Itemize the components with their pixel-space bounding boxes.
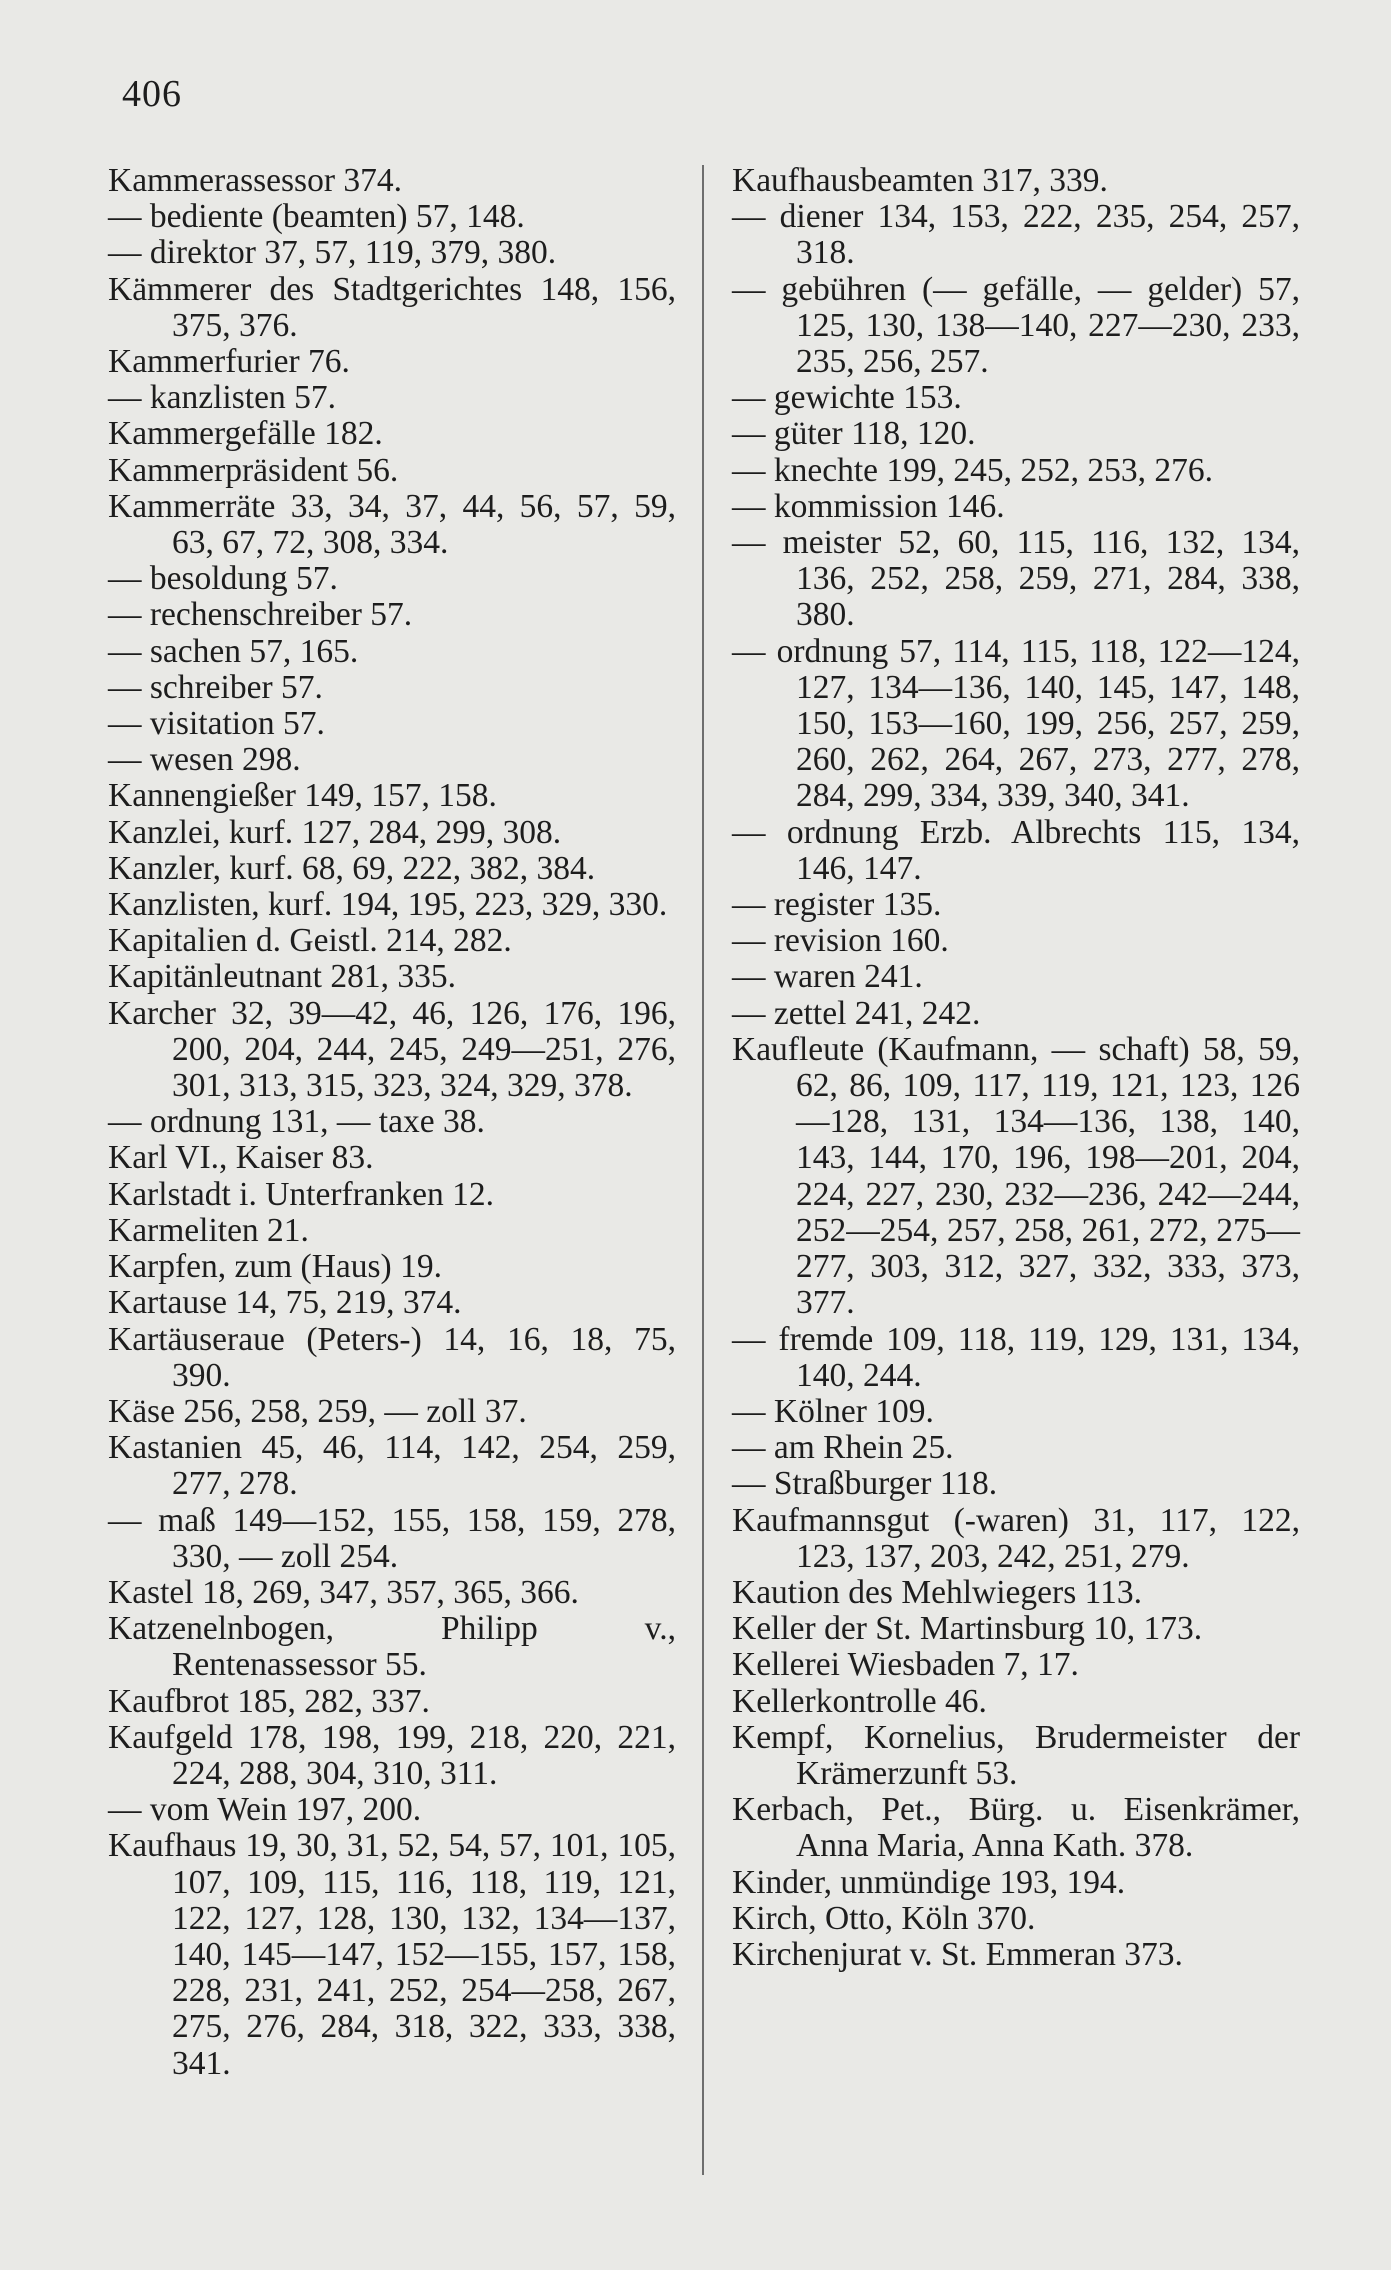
index-entry: Katzenelnbogen, Philipp v., Rentenassessor 55.: [108, 1610, 676, 1684]
index-entry: — maß 149—152, 155, 158, 159, 278, 330, — zoll 254.: [108, 1501, 676, 1575]
index-entry: Kaution des Mehlwiegers 113.: [732, 1573, 1142, 1611]
index-entry: — kommission 146.: [732, 487, 1005, 525]
index-entry: Kammerfurier 76.: [108, 343, 350, 381]
index-entry: — sachen 57, 165.: [108, 632, 359, 670]
index-column-right: [732, 163, 1300, 1973]
index-entry: Kammerassessor 374.: [108, 162, 402, 199]
index-entry: — register 135.: [732, 886, 942, 924]
index-entry: Karcher 32, 39—42, 46, 126, 176, 196, 200, 204, 244, 245, 249—251, 276, 301, 313, 315, 323, 324, 329, 378.: [108, 994, 676, 1105]
index-entry: Keller der St. Martinsburg 10, 173.: [732, 1610, 1203, 1648]
index-entry: Kartäuseraue (Peters-) 14, 16, 18, 75, 390.: [108, 1320, 676, 1394]
index-entry: — direktor 37, 57, 119, 379, 380.: [108, 234, 557, 272]
index-entry: Kellerkontrolle 46.: [732, 1682, 987, 1720]
index-entry: — Kölner 109.: [732, 1392, 934, 1430]
index-entry: Kaufhaus 19, 30, 31, 52, 54, 57, 101, 105, 107, 109, 115, 116, 118, 119, 121, 122, 127, 128, 130, 132, 134—137, 140, 145—147, 152—155, 157, 158, 228, 231, 241, 252, 254—258, 267, 275, 276, 284, 318, 322, 333, 338, 341.: [108, 1827, 676, 2082]
index-entry: Kämmerer des Stadtgerichtes 148, 156, 375, 376.: [108, 270, 676, 344]
index-entry: Kapitalien d. Geistl. 214, 282.: [108, 922, 512, 960]
index-entry: — bediente (beamten) 57, 148.: [108, 198, 525, 236]
index-entry: Kerbach, Pet., Bürg. u. Eisenkrämer, Anna Maria, Anna Kath. 378.: [732, 1791, 1300, 1865]
index-entry: — diener 134, 153, 222, 235, 254, 257, 318.: [732, 198, 1300, 272]
index-entry: Karpfen, zum (Haus) 19.: [108, 1248, 442, 1286]
index-entry: Kaufhausbeamten 317, 339.: [732, 162, 1108, 199]
index-entry: — vom Wein 197, 200.: [108, 1791, 422, 1829]
index-entry: Kaufleute (Kaufmann, — schaft) 58, 59, 62, 86, 109, 117, 119, 121, 123, 126—128, 131, 134—136, 138, 140, 143, 144, 170, 196, 198—201, 204, 224, 227, 230, 232—236, 242—244, 252—254, 257, 258, 261, 272, 275—277, 303, 312, 327, 332, 333, 373, 377.: [732, 1030, 1300, 1322]
index-entry: Kastanien 45, 46, 114, 142, 254, 259, 277, 278.: [108, 1429, 676, 1503]
index-entry: — schreiber 57.: [108, 668, 323, 706]
index-entry: Käse 256, 258, 259, — zoll 37.: [108, 1392, 527, 1430]
index-entry: — revision 160.: [732, 922, 949, 960]
index-entry: Kirch, Otto, Köln 370.: [732, 1899, 1036, 1937]
index-entry: — kanzlisten 57.: [108, 379, 336, 417]
index-entry: — Straßburger 118.: [732, 1465, 998, 1503]
index-entry: Kammergefälle 182.: [108, 415, 383, 453]
index-entry: Karlstadt i. Unterfranken 12.: [108, 1175, 495, 1213]
index-entry: — besoldung 57.: [108, 560, 338, 598]
index-entry: — wesen 298.: [108, 741, 301, 779]
index-entry: Kanzlei, kurf. 127, 284, 299, 308.: [108, 813, 562, 851]
index-column-left: [108, 163, 676, 2082]
index-entry: — ordnung 131, — taxe 38.: [108, 1103, 485, 1141]
index-entry: — visitation 57.: [108, 705, 325, 743]
index-entry: Kastel 18, 269, 347, 357, 365, 366.: [108, 1573, 579, 1611]
index-entry: Karmeliten 21.: [108, 1211, 309, 1249]
index-entry: Kaufgeld 178, 198, 199, 218, 220, 221, 224, 288, 304, 310, 311.: [108, 1718, 676, 1792]
index-entry: Kannengießer 149, 157, 158.: [108, 777, 497, 815]
index-entry: Kapitänleutnant 281, 335.: [108, 958, 456, 996]
index-entry: Karl VI., Kaiser 83.: [108, 1139, 374, 1177]
index-entry: Kellerei Wiesbaden 7, 17.: [732, 1646, 1079, 1684]
index-entry: — am Rhein 25.: [732, 1429, 954, 1467]
index-entry: — ordnung Erzb. Albrechts 115, 134, 146, 147.: [732, 813, 1300, 887]
index-entry: Kanzler, kurf. 68, 69, 222, 382, 384.: [108, 849, 596, 887]
index-entry: — güter 118, 120.: [732, 415, 976, 453]
index-entry: — gebühren (— gefälle, — gelder) 57, 125, 130, 138—140, 227—230, 233, 235, 256, 257.: [732, 270, 1300, 381]
index-entry: Kammerpräsident 56.: [108, 451, 399, 489]
index-entry: — fremde 109, 118, 119, 129, 131, 134, 140, 244.: [732, 1320, 1300, 1394]
index-entry: — rechenschreiber 57.: [108, 596, 413, 634]
index-entry: — meister 52, 60, 115, 116, 132, 134, 136, 252, 258, 259, 271, 284, 338, 380.: [732, 524, 1300, 634]
index-entry: Kinder, unmündige 193, 194.: [732, 1863, 1126, 1901]
index-entry: — zettel 241, 242.: [732, 994, 981, 1032]
index-entry: — knechte 199, 245, 252, 253, 276.: [732, 451, 1214, 489]
index-entry: Kirchenjurat v. St. Emmeran 373.: [732, 1935, 1183, 1973]
index-entry: Kaufbrot 185, 282, 337.: [108, 1682, 430, 1720]
index-entry: — gewichte 153.: [732, 379, 962, 417]
page-number: 406: [122, 73, 182, 115]
index-entry: Kartause 14, 75, 219, 374.: [108, 1284, 462, 1322]
index-entry: — waren 241.: [732, 958, 923, 996]
index-entry: Kempf, Kornelius, Brudermeister der Krämerzunft 53.: [732, 1718, 1300, 1792]
index-entry: Kammerräte 33, 34, 37, 44, 56, 57, 59, 63, 67, 72, 308, 334.: [108, 487, 676, 562]
index-entry: Kaufmannsgut (-waren) 31, 117, 122, 123, 137, 203, 242, 251, 279.: [732, 1501, 1300, 1575]
index-entry: — ordnung 57, 114, 115, 118, 122—124, 127, 134—136, 140, 145, 147, 148, 150, 153—160, 199, 256, 257, 259, 260, 262, 264, 267, 273, 277, 278, 284, 299, 334, 339, 340, 341.: [732, 632, 1300, 815]
index-entry: Kanzlisten, kurf. 194, 195, 223, 329, 330.: [108, 886, 668, 924]
column-divider: [702, 165, 704, 2175]
